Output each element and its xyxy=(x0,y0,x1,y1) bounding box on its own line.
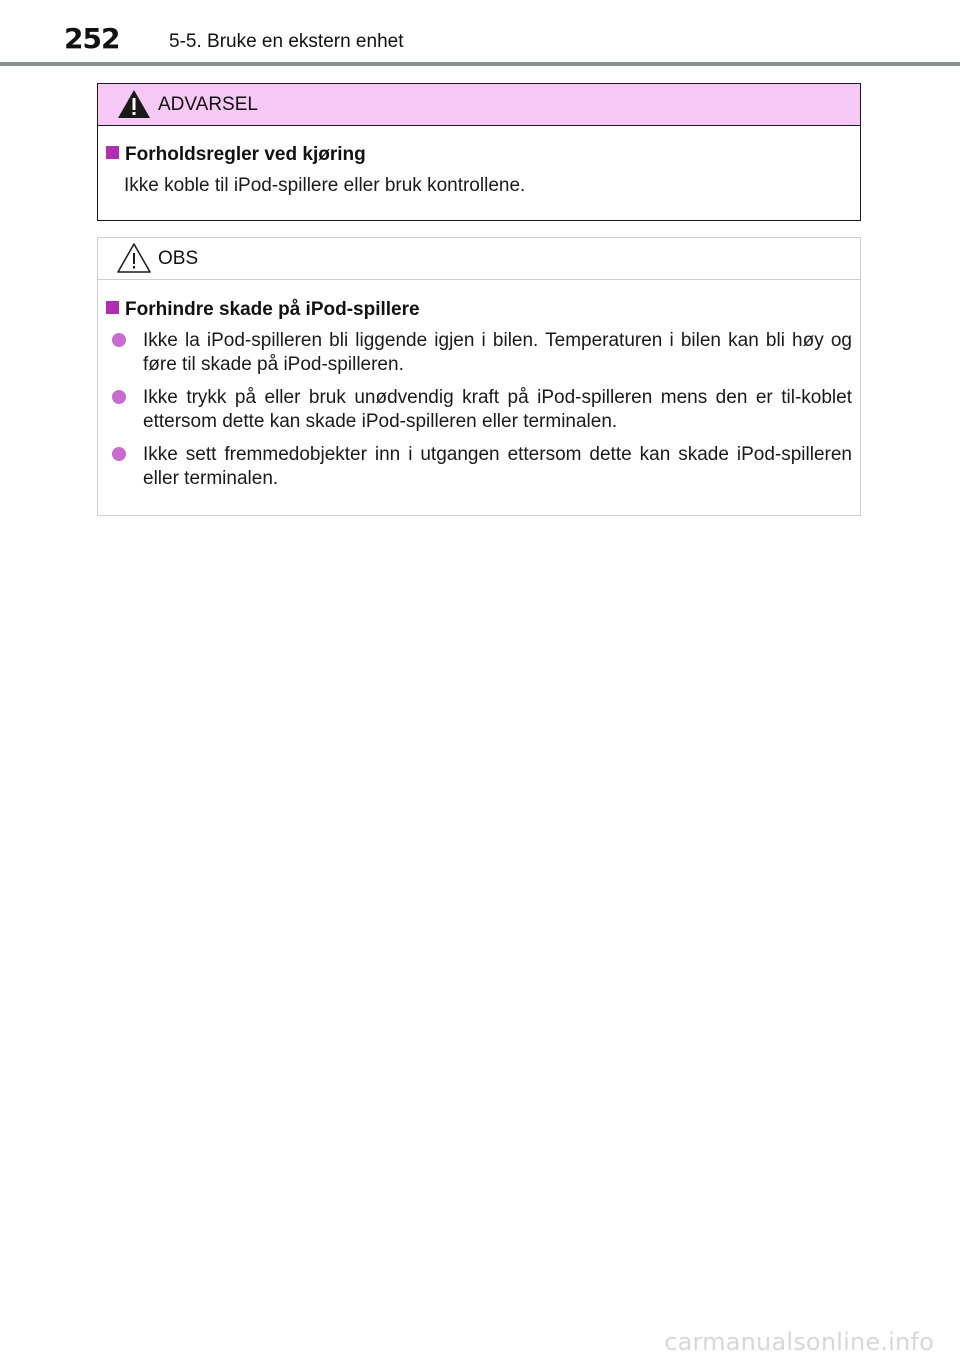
square-bullet-icon xyxy=(106,301,119,314)
bullet-text: Ikke la iPod-spilleren bli liggende igjen i bilen. Temperaturen i bilen kan bli høy og føre til skade på iPod-spilleren. xyxy=(143,330,852,375)
notice-heading-text: Forhindre skade på iPod-spillere xyxy=(125,299,420,320)
watermark: carmanualsonline.info xyxy=(664,1328,934,1356)
header-rule xyxy=(0,62,960,66)
notice-box xyxy=(97,237,861,516)
page-header xyxy=(0,0,960,66)
square-bullet-icon xyxy=(106,146,119,159)
warning-heading-text: Forholdsregler ved kjøring xyxy=(125,144,366,165)
list-item xyxy=(112,443,852,491)
warning-box xyxy=(97,83,861,221)
notice-label: OBS xyxy=(158,248,199,269)
warning-text: Ikke koble til iPod-spillere eller bruk kontrollene. xyxy=(124,175,526,196)
page-number: 252 xyxy=(64,22,120,55)
round-bullet-icon xyxy=(112,447,126,461)
warning-label: ADVARSEL xyxy=(158,94,258,115)
warning-triangle-outline-icon xyxy=(116,242,152,274)
warning-box-header xyxy=(98,84,860,126)
bullet-text: Ikke trykk på eller bruk unødvendig kraft på iPod-spilleren mens den er til-koblet ettersom dette kan skade iPod-spilleren eller terminalen. xyxy=(143,387,852,432)
list-item xyxy=(112,329,852,377)
warning-triangle-filled-icon xyxy=(116,88,152,120)
list-item xyxy=(112,386,852,434)
round-bullet-icon xyxy=(112,333,126,347)
notice-box-header xyxy=(98,238,860,280)
section-title: 5-5. Bruke en ekstern enhet xyxy=(169,31,404,52)
warning-heading xyxy=(106,144,366,166)
bullet-text: Ikke sett fremmedobjekter inn i utgangen ettersom dette kan skade iPod-spilleren eller terminalen. xyxy=(143,444,852,489)
round-bullet-icon xyxy=(112,390,126,404)
notice-heading xyxy=(106,299,420,321)
